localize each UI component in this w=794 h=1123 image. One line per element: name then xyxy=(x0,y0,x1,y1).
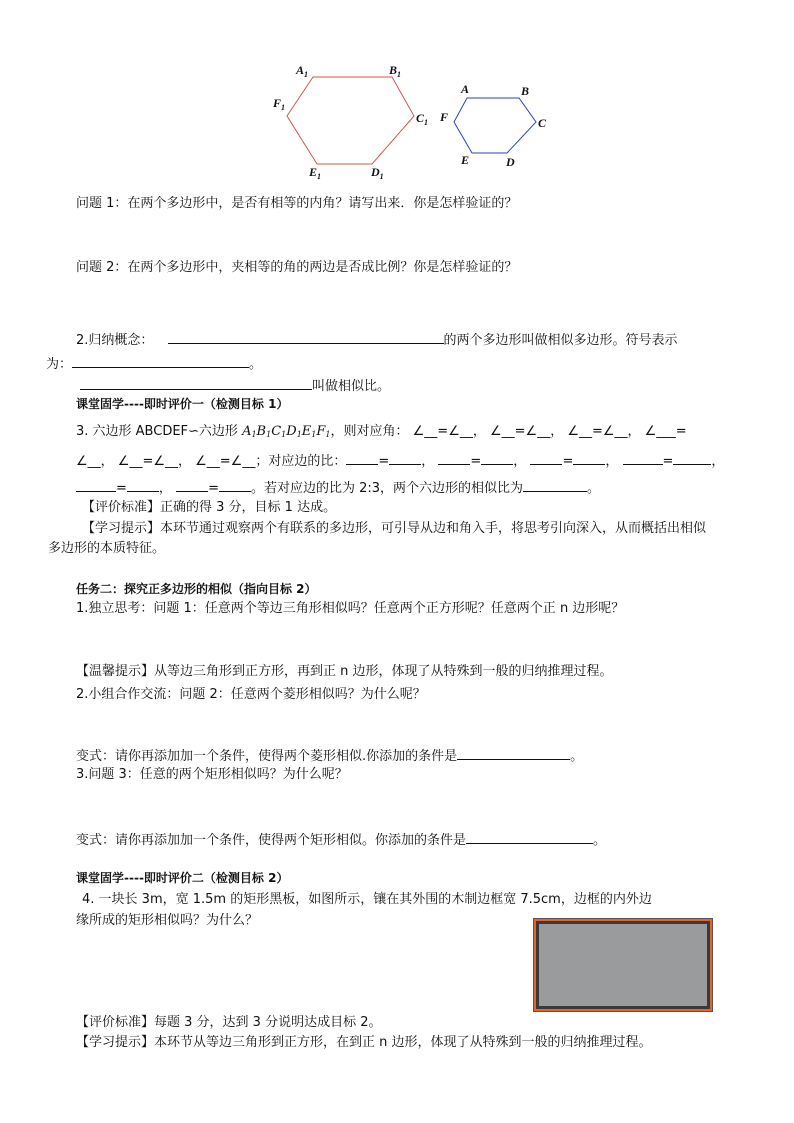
rectangle-condition-blank[interactable] xyxy=(466,830,593,844)
variant-rectangle: 变式：请你再添加加一个条件，使得两个矩形相似。你添加的条件是 。 xyxy=(76,830,606,849)
exercise-4-line-2: 缘所成的矩形相似吗？为什么？ xyxy=(76,913,259,928)
label-A1: A xyxy=(296,63,305,77)
question-2: 问题 2：在两个多边形中，夹相等的角的两边是否成比例？你是怎样验证的？ xyxy=(76,260,518,275)
label-A: A xyxy=(461,82,470,96)
concept-line: 2.归纳概念： 的两个多边形叫做相似多边形。符号表示 xyxy=(76,330,678,349)
learning-tip-1a: 【学习提示】本环节通过观察两个有联系的多边形，可引导从边和角入手，将思考引向深入，从而概括出相似 xyxy=(82,521,707,536)
exercise-3-line-3: = ， = 。若对应边的比为 2:3，两个六边形的相似比为 。 xyxy=(76,478,600,497)
blackboard-figure xyxy=(533,918,713,1012)
svg-text:F1: $F_1$ xyxy=(273,96,286,112)
concept-lead: 2.归纳概念： xyxy=(76,333,154,348)
task-2-heading: 任务二：探究正多边形的相似（指向目标 2） xyxy=(76,582,317,596)
hexagon-name: $A_1B_1C_1D_1E_1F_1$ xyxy=(242,424,331,439)
label-D1: D xyxy=(371,165,380,179)
ratio-line: 叫做相似比。 xyxy=(80,376,390,395)
variant-rhombus: 变式：请你再添加加一个条件，使得两个菱形相似.你添加的条件是 。 xyxy=(76,746,583,765)
label-C: C xyxy=(538,116,547,130)
hexagon-figure xyxy=(0,0,794,190)
rhombus-condition-blank[interactable] xyxy=(457,746,570,760)
exercise-4-line-1: 4. 一块长 3m，宽 1.5m 的矩形黑板，如图所示，镶在其外围的木制边框宽 7.5cm，边框的内外边 xyxy=(82,892,652,907)
frame-inner xyxy=(536,921,710,1009)
learning-tip-1b: 多边形的本质特征。 xyxy=(48,541,166,556)
label-E: E xyxy=(461,153,470,167)
concept-blank[interactable] xyxy=(168,330,444,344)
label-D: D xyxy=(506,155,515,169)
hexagon-a1f1 xyxy=(287,77,414,164)
svg-text:B1: $B_1$ xyxy=(389,63,402,79)
eval-2-heading: 课堂固学----即时评价二（检测目标 2） xyxy=(76,871,289,885)
svg-text:E1: $E_1$ xyxy=(309,165,322,181)
label-F1: F xyxy=(273,96,282,110)
task-2-question-3: 3.问题 3：任意的两个矩形相似吗？为什么呢？ xyxy=(76,767,348,782)
label-E1: E xyxy=(309,165,318,179)
warm-tip: 【温馨提示】从等边三角形到正方形，再到正 n 边形，体现了从特殊到一般的归纳推理过程。 xyxy=(76,664,613,679)
exercise-3-line-2: ∠__， ∠__=∠__， ∠__=∠__；对应边的比： = ， = ， = ， = ， xyxy=(76,451,724,470)
task-2-question-2: 2.小组合作交流：问题 2：任意两个菱形相似吗？为什么呢？ xyxy=(76,687,426,702)
label-C1: C xyxy=(416,111,425,125)
label-B1: B xyxy=(389,63,398,77)
eval-standard-2: 【评价标准】每题 3 分，达到 3 分说明达成目标 2。 xyxy=(76,1015,382,1030)
symbol-blank[interactable] xyxy=(72,354,249,368)
label-F: F xyxy=(440,110,449,124)
eval-standard-1: 【评价标准】正确的得 3 分，目标 1 达成。 xyxy=(82,500,337,515)
ratio-answer-blank[interactable] xyxy=(523,478,587,492)
svg-text:A1: $A_1$ xyxy=(296,63,309,79)
task-2-question-1: 1.独立思考：问题 1：任意两个等边三角形相似吗？任意两个正方形呢？任意两个正 n 边形呢？ xyxy=(76,601,625,616)
exercise-3-line-1: 3. 六边形 ABCDEF∽六边形 $A_1B_1C_1D_1E_1F_1$，则对应角： ∠__=∠__， ∠__=∠__， ∠__=∠__， ∠___= xyxy=(76,424,687,439)
ratio-blank[interactable] xyxy=(80,376,312,390)
symbol-line: 为： 。 xyxy=(46,354,262,373)
svg-text:C1: $C_1$ xyxy=(416,111,429,127)
board-surface xyxy=(539,924,707,1006)
label-B: B xyxy=(521,84,530,98)
question-1: 问题 1：在两个多边形中，是否有相等的内角？请写出来．你是怎样验证的？ xyxy=(76,196,518,211)
eval-1-heading: 课堂固学----即时评价一（检测目标 1） xyxy=(76,397,289,411)
learning-tip-2: 【学习提示】本环节从等边三角形到正方形，在到正 n 边形，体现了从特殊到一般的归纳推理过程。 xyxy=(76,1035,652,1050)
hexagon-af xyxy=(454,98,536,153)
svg-text:D1: $D_1$ xyxy=(371,165,384,181)
